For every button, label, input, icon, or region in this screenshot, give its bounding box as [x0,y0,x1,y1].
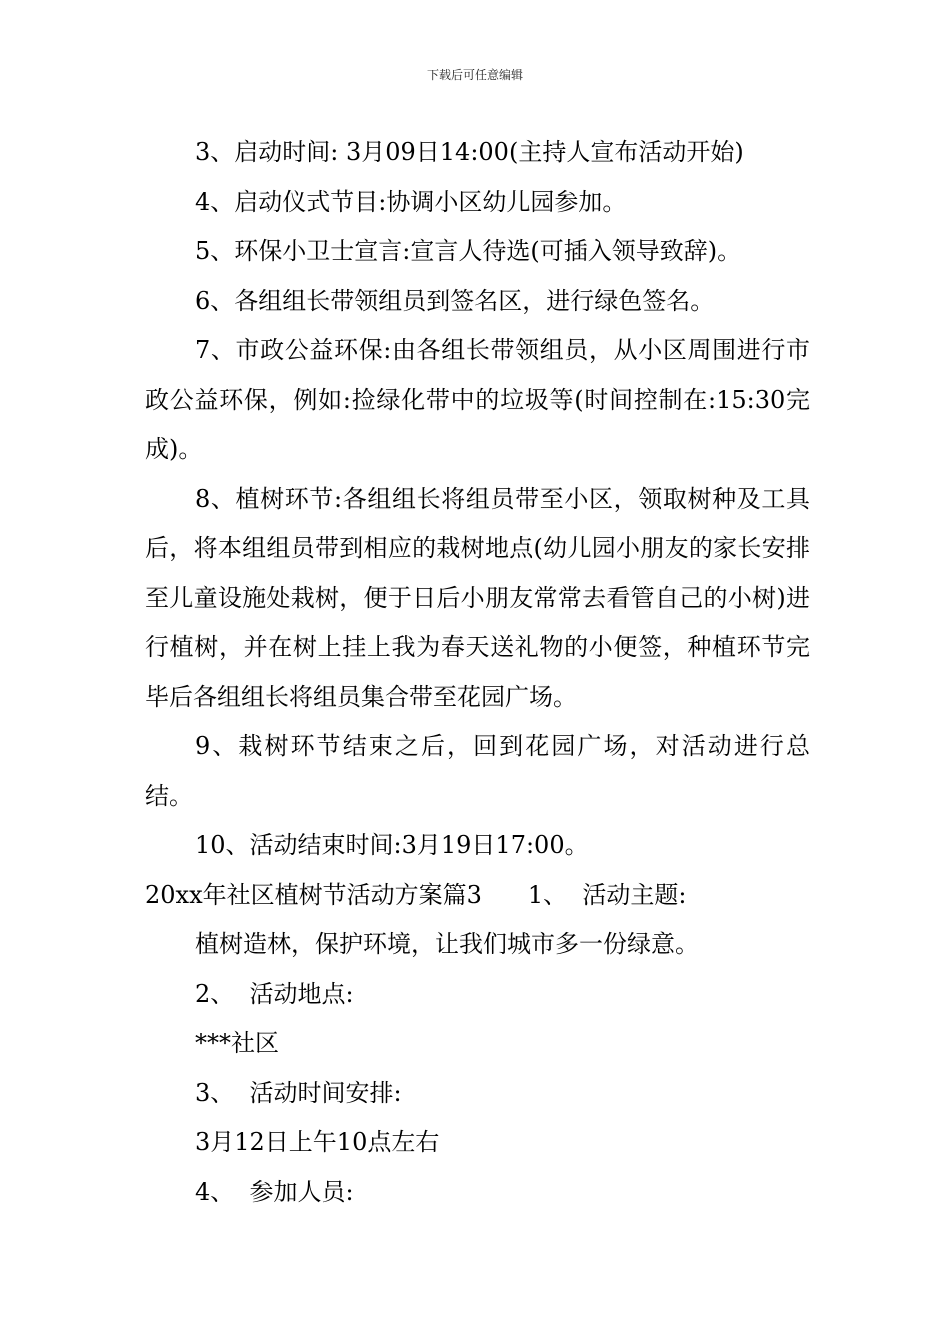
list-item: 3、 活动时间安排: [195,1078,402,1107]
list-item: 3、启动时间: 3月09日14:00(主持人宣布活动开始) [195,138,744,166]
list-item: 3月12日上午10点左右 [195,1128,440,1156]
section-heading [145,871,810,921]
document-body [145,128,810,1217]
list-item: 4、启动仪式节目:协调小区幼儿园参加。 [195,187,627,216]
list-item: 10、活动结束时间:3月19日17:00。 [195,831,589,859]
paragraph-item-9: 9、栽树环节结束之后，回到花园广场，对活动进行总结。 [145,732,810,810]
list-item: 2、 活动地点: [195,979,354,1008]
list-item: 4、 参加人员: [195,1177,354,1206]
page-header: 下载后可任意编辑 [426,68,523,82]
list-item: 植树造林，保护环境，让我们城市多一份绿意。 [195,930,699,958]
section-title: 20xx年社区植树节活动方案篇3 [145,880,482,909]
section-first-item: 1、 活动主题: [527,880,687,909]
paragraph-item-8: 8、植树环节:各组组长将组员带至小区，领取树种及工具后，将本组组员带到相应的栽树地点(幼儿园小朋友的家长安排至儿童设施处栽树，便于日后小朋友常常去看管自己的小树)进行植树，并在树上挂上我为春天送礼物的小便签，种植环节完毕后各组组长将组员集合带至花园广场。 [145,484,810,711]
list-item: ***社区 [195,1029,279,1057]
list-item: 5、环保小卫士宣言:宣言人待选(可插入领导致辞)。 [195,237,742,265]
paragraph-item-7: 7、市政公益环保:由各组长带领组员，从小区周围进行市政公益环保，例如:捡绿化带中的垃圾等(时间控制在:15:30完成)。 [145,336,810,463]
list-item: 6、各组组长带领组员到签名区，进行绿色签名。 [195,286,715,315]
